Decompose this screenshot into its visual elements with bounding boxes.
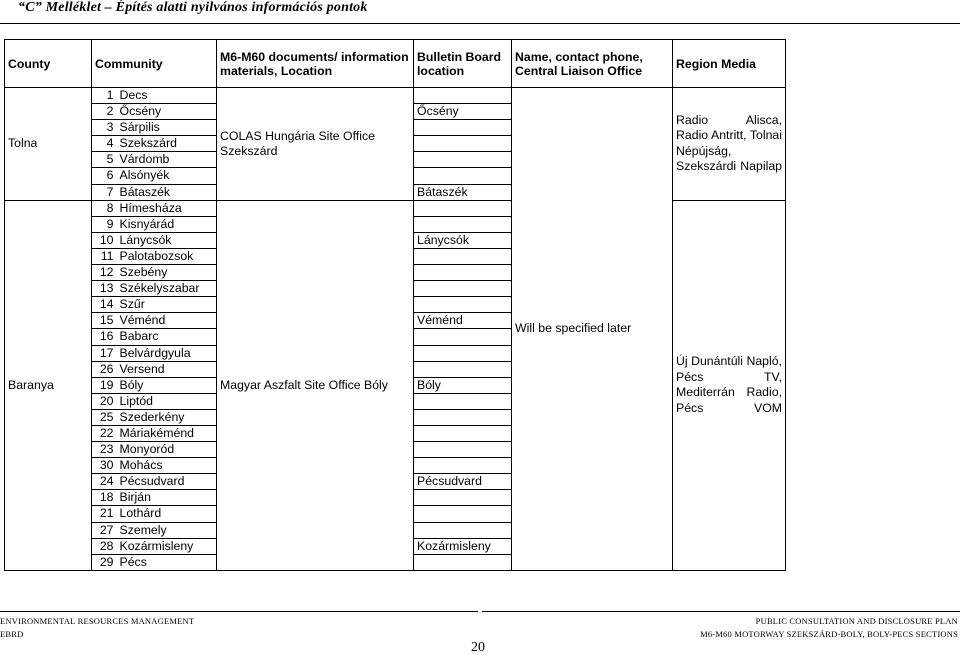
community-number: 7 bbox=[92, 184, 118, 200]
bulletin-cell bbox=[414, 442, 512, 458]
office-baranya: Magyar Aszfalt Site Office Bóly bbox=[217, 200, 414, 570]
community-name: Véménd bbox=[118, 313, 217, 329]
community-number: 12 bbox=[92, 265, 118, 281]
community-name: Versend bbox=[118, 361, 217, 377]
bulletin-cell bbox=[414, 136, 512, 152]
bulletin-cell bbox=[414, 345, 512, 361]
county-tolna: Tolna bbox=[5, 88, 92, 201]
bulletin-cell bbox=[414, 554, 512, 570]
community-number: 25 bbox=[92, 409, 118, 425]
community-number: 15 bbox=[92, 313, 118, 329]
community-number: 17 bbox=[92, 345, 118, 361]
community-name: Decs bbox=[118, 88, 217, 104]
community-number: 2 bbox=[92, 104, 118, 120]
community-name: Babarc bbox=[118, 329, 217, 345]
header-bulletin: Bulletin Board location bbox=[414, 40, 512, 88]
community-number: 6 bbox=[92, 168, 118, 184]
community-name: Várdomb bbox=[118, 152, 217, 168]
community-name: Lánycsók bbox=[118, 232, 217, 248]
bulletin-cell bbox=[414, 329, 512, 345]
media-baranya: Új Dunántúli Napló, Pécs TV, Mediterrán Radio, Pécs VOM bbox=[673, 200, 786, 570]
community-name: Mohács bbox=[118, 458, 217, 474]
community-number: 14 bbox=[92, 297, 118, 313]
community-number: 20 bbox=[92, 393, 118, 409]
footer-project: M6-M60 MOTORWAY SZEKSZÁRD-BOLY, BOLY-PECS SECTIONS bbox=[700, 629, 958, 639]
community-name: Bóly bbox=[118, 377, 217, 393]
community-name: Alsónyék bbox=[118, 168, 217, 184]
footer-divider-right bbox=[482, 611, 960, 612]
community-name: Kisnyárád bbox=[118, 216, 217, 232]
community-name: Máriakéménd bbox=[118, 425, 217, 441]
header-county: County bbox=[5, 40, 92, 88]
information-points-table bbox=[4, 39, 786, 571]
community-number: 29 bbox=[92, 554, 118, 570]
community-name: Sárpilis bbox=[118, 120, 217, 136]
bulletin-cell: Kozármisleny bbox=[414, 538, 512, 554]
community-number: 30 bbox=[92, 458, 118, 474]
bulletin-cell: Bátaszék bbox=[414, 184, 512, 200]
bulletin-cell bbox=[414, 506, 512, 522]
community-number: 10 bbox=[92, 232, 118, 248]
bulletin-cell: Véménd bbox=[414, 313, 512, 329]
community-number: 27 bbox=[92, 522, 118, 538]
county-baranya: Baranya bbox=[5, 200, 92, 570]
header-documents: M6-M60 documents/ information materials, Location bbox=[217, 40, 414, 88]
community-number: 28 bbox=[92, 538, 118, 554]
bulletin-cell bbox=[414, 425, 512, 441]
community-number: 13 bbox=[92, 281, 118, 297]
community-name: Kozármisleny bbox=[118, 538, 217, 554]
bulletin-cell bbox=[414, 522, 512, 538]
community-name: Szemely bbox=[118, 522, 217, 538]
community-name: Szebény bbox=[118, 265, 217, 281]
community-name: Belvárdgyula bbox=[118, 345, 217, 361]
community-name: Székelyszabar bbox=[118, 281, 217, 297]
bulletin-cell bbox=[414, 281, 512, 297]
community-name: Őcsény bbox=[118, 104, 217, 120]
bulletin-cell bbox=[414, 490, 512, 506]
page-number: 20 bbox=[471, 640, 485, 655]
footer-divider-left bbox=[0, 611, 478, 612]
community-number: 5 bbox=[92, 152, 118, 168]
community-number: 19 bbox=[92, 377, 118, 393]
community-name: Lothárd bbox=[118, 506, 217, 522]
bulletin-cell: Lánycsók bbox=[414, 232, 512, 248]
bulletin-cell bbox=[414, 458, 512, 474]
community-number: 9 bbox=[92, 216, 118, 232]
table-row bbox=[5, 88, 786, 104]
community-name: Szekszárd bbox=[118, 136, 217, 152]
community-name: Pécsudvard bbox=[118, 474, 217, 490]
community-name: Szederkény bbox=[118, 409, 217, 425]
community-number: 4 bbox=[92, 136, 118, 152]
header-community: Community bbox=[92, 40, 217, 88]
community-number: 24 bbox=[92, 474, 118, 490]
community-number: 18 bbox=[92, 490, 118, 506]
bulletin-cell bbox=[414, 409, 512, 425]
bulletin-cell bbox=[414, 152, 512, 168]
bulletin-cell bbox=[414, 120, 512, 136]
bulletin-cell: Bóly bbox=[414, 377, 512, 393]
community-number: 21 bbox=[92, 506, 118, 522]
community-name: Hímesháza bbox=[118, 200, 217, 216]
bulletin-cell: Őcsény bbox=[414, 104, 512, 120]
title-divider bbox=[0, 23, 960, 24]
bulletin-cell: Pécsudvard bbox=[414, 474, 512, 490]
footer-document-title: PUBLIC CONSULTATION AND DISCLOSURE PLAN bbox=[755, 616, 958, 626]
office-tolna: COLAS Hungária Site Office Szekszárd bbox=[217, 88, 414, 201]
header-contact: Name, contact phone, Central Liaison Office bbox=[512, 40, 673, 88]
community-number: 3 bbox=[92, 120, 118, 136]
bulletin-cell bbox=[414, 168, 512, 184]
page-title: “C” Melléklet – Építés alatti nyilvános információs pontok bbox=[18, 0, 368, 15]
bulletin-cell bbox=[414, 200, 512, 216]
bulletin-cell bbox=[414, 216, 512, 232]
bulletin-cell bbox=[414, 88, 512, 104]
bulletin-cell bbox=[414, 248, 512, 264]
contact-cell: Will be specified later bbox=[512, 88, 673, 571]
community-name: Birján bbox=[118, 490, 217, 506]
footer-org: ENVIRONMENTAL RESOURCES MANAGEMENT bbox=[0, 616, 195, 626]
bulletin-cell bbox=[414, 361, 512, 377]
bulletin-cell bbox=[414, 393, 512, 409]
community-name: Monyoród bbox=[118, 442, 217, 458]
community-number: 1 bbox=[92, 88, 118, 104]
community-number: 22 bbox=[92, 425, 118, 441]
community-name: Palotabozsok bbox=[118, 248, 217, 264]
community-number: 11 bbox=[92, 248, 118, 264]
community-number: 23 bbox=[92, 442, 118, 458]
media-tolna: Radio Alisca, Radio Antritt, Tolnai Népújság, Szekszárdi Napilap bbox=[673, 88, 786, 201]
header-media: Region Media bbox=[673, 40, 786, 88]
bulletin-cell bbox=[414, 265, 512, 281]
community-name: Pécs bbox=[118, 554, 217, 570]
community-name: Liptód bbox=[118, 393, 217, 409]
footer-client: EBRD bbox=[0, 629, 24, 639]
community-number: 16 bbox=[92, 329, 118, 345]
community-name: Szűr bbox=[118, 297, 217, 313]
community-name: Bátaszék bbox=[118, 184, 217, 200]
community-number: 8 bbox=[92, 200, 118, 216]
community-number: 26 bbox=[92, 361, 118, 377]
bulletin-cell bbox=[414, 297, 512, 313]
